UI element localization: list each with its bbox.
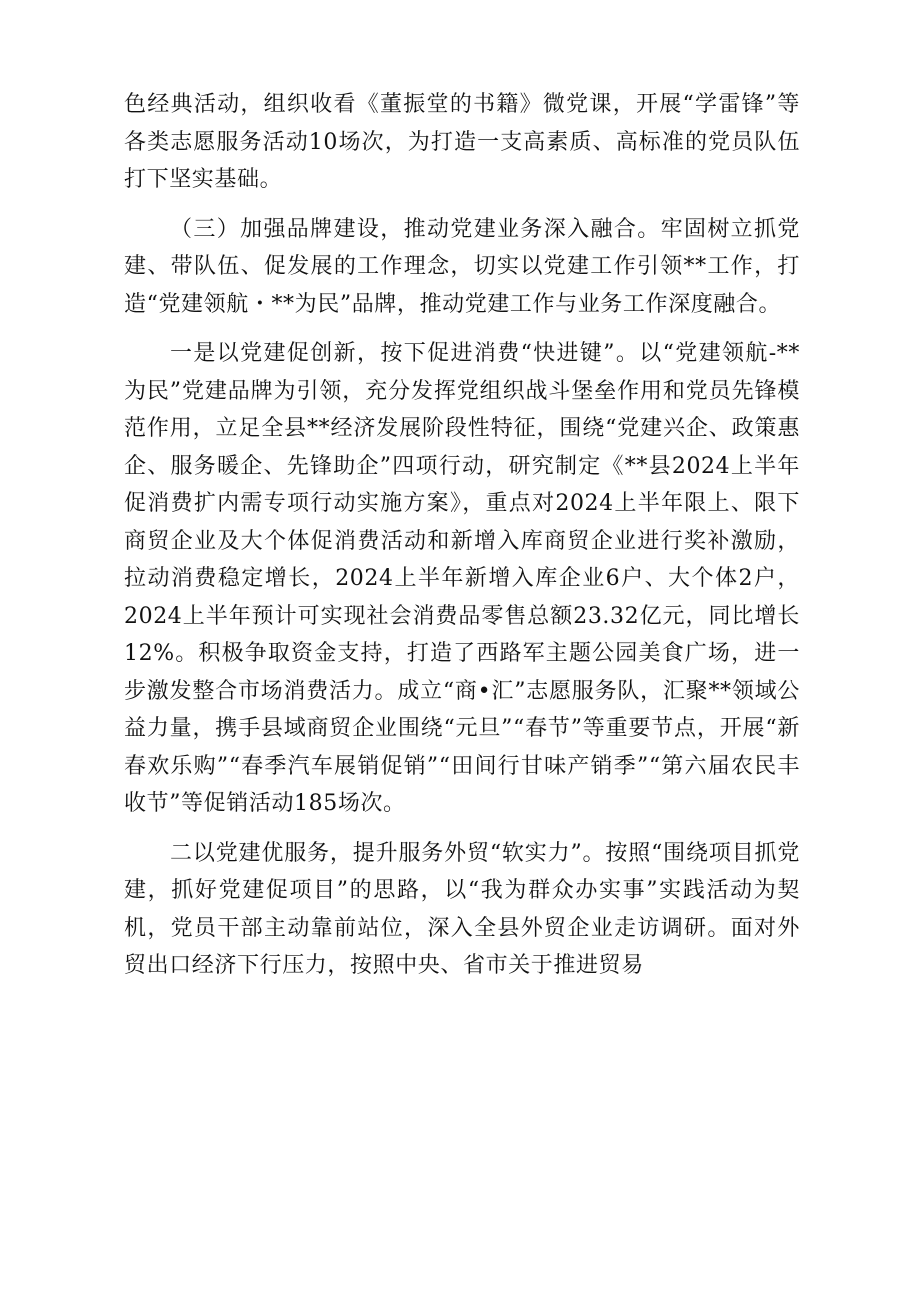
paragraph-consumption-innovation: 一是以党建促创新，按下促进消费“快进键”。以“党建领航-**为民”党建品牌为引领，充分发挥党组织战斗堡垒作用和党员先锋模范作用，立足全县**经济发展阶段性特征，围绕“党建兴企、政策惠企、服务暖企、先锋助企”四项行动，研究制定《**县2024上半年促消费扩内需专项行动实施方案》，重点对2024上半年限上、限下商贸企业及大个体促消费活动和新增入库商贸企业进行奖补激励，拉动消费稳定增长，2024上半年新增入库企业6户、大个体2户，2024上半年预计可实现社会消费品零售总额23.32亿元，同比增长12%。积极争取资金支持，打造了西路军主题公园美食广场，进一步激发整合市场消费活力。成立“商•汇”志愿服务队，汇聚**领域公益力量，携手县域商贸企业围绕“元旦”“春节”等重要节点，开展“新春欢乐购”“春季汽车展销促销”“田间行甘味产销季”“第六届农民丰收节”等促销活动185场次。 (124, 341, 800, 816)
paragraph-volunteer-activities: 色经典活动，组织收看《董振堂的书籍》微党课，开展“学雷锋”等各类志愿服务活动10场次，为打造一支高素质、高标准的党员队伍打下坚实基础。 (124, 92, 800, 192)
paragraph-brand-building-heading: （三）加强品牌建设，推动党建业务深入融合。牢固树立抓党建、带队伍、促发展的工作理念，切实以党建工作引领**工作，打造“党建领航・**为民”品牌，推动党建工作与业务工作深度融合。 (124, 216, 800, 317)
paragraph-foreign-trade-service: 二以党建优服务，提升服务外贸“软实力”。按照“围绕项目抓党建，抓好党建促项目”的思路，以“我为群众办实事”实践活动为契机，党员干部主动靠前站位，深入全县外贸企业走访调研。面对外贸出口经济下行压力，按照中央、省市关于推进贸易 (124, 840, 800, 978)
